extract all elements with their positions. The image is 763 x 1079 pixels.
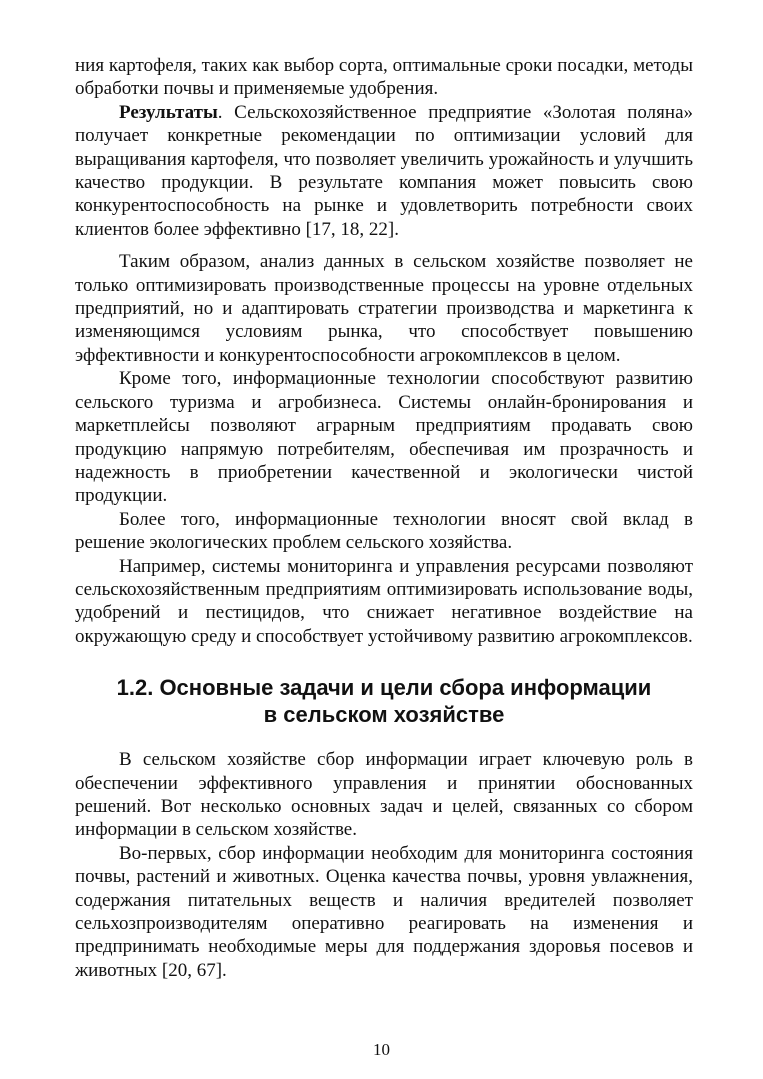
page-body [75, 54, 693, 982]
paragraph-firstly: Во-первых, сбор информации необходим для мониторинга состояния почвы, растений и животных. Оценка качества почвы, уровня увлажнения, содержания питательных веществ и наличия вредителей позволяет сельхозпроизводителям оперативно реагировать на изменения и предпринимать необходимые меры для поддержания здоровья посевов и животных [20, 67]. [75, 842, 693, 981]
results-text: . Сельскохозяйственное предприятие «Золотая поляна» получает конкретные рекомендации по оптимизации условий для выращивания картофеля, что позволяет увеличить урожайность и улучшить качество продукции. В результате компания может повысить свою конкурентоспособность на рынке и удовлетворить потребности своих клиентов более эффективно [17, 18, 22]. [75, 101, 693, 240]
section-heading-line-1: 1.2. Основные задачи и цели сбора информации [116, 675, 652, 701]
paragraph-continuation: ния картофеля, таких как выбор сорта, оптимальные сроки посадки, методы обработки почвы и применяемые удобрения. [75, 55, 693, 100]
page-number: 10 [373, 1040, 390, 1059]
section-heading [75, 674, 693, 728]
results-label: Результаты [119, 101, 218, 123]
paragraph-results [75, 101, 693, 241]
paragraph-intro: В сельском хозяйстве сбор информации играет ключевую роль в обеспечении эффективного управления и принятии обоснованных решений. Вот несколько основных задач и целей, связанных со сбором информации в сельском хозяйстве. [75, 749, 693, 841]
paragraph-conclusion: Таким образом, анализ данных в сельском хозяйстве позволяет не только оптимизировать производственные процессы на уровне отдельных предприятий, но и адаптировать стратегии производства и маркетинга к изменяющимся условиям рынка, что способствует повышению эффективности и конкурентоспособности агрокомплексов в целом. [75, 251, 693, 366]
paragraph-tourism: Кроме того, информационные технологии способствуют развитию сельского туризма и агробизнеса. Системы онлайн-бронирования и маркетплейсы позволяют аграрным предприятиям продавать свою продукцию напрямую потребителям, обеспечивая им прозрачность и надежность в приобретении качественной и экологически чистой продукции. [75, 368, 693, 507]
paragraph-monitoring-systems: Например, системы мониторинга и управления ресурсами позволяют сельскохозяйственным предприятиям оптимизировать использование воды, удобрений и пестицидов, что снижает негативное воздействие на окружающую среду и способствует устойчивому развитию агрокомплексов. [75, 555, 693, 647]
section-heading-line-2: в сельском хозяйстве [263, 702, 505, 728]
paragraph-ecology: Более того, информационные технологии вносят свой вклад в решение экологических проблем сельского хозяйства. [75, 508, 693, 554]
